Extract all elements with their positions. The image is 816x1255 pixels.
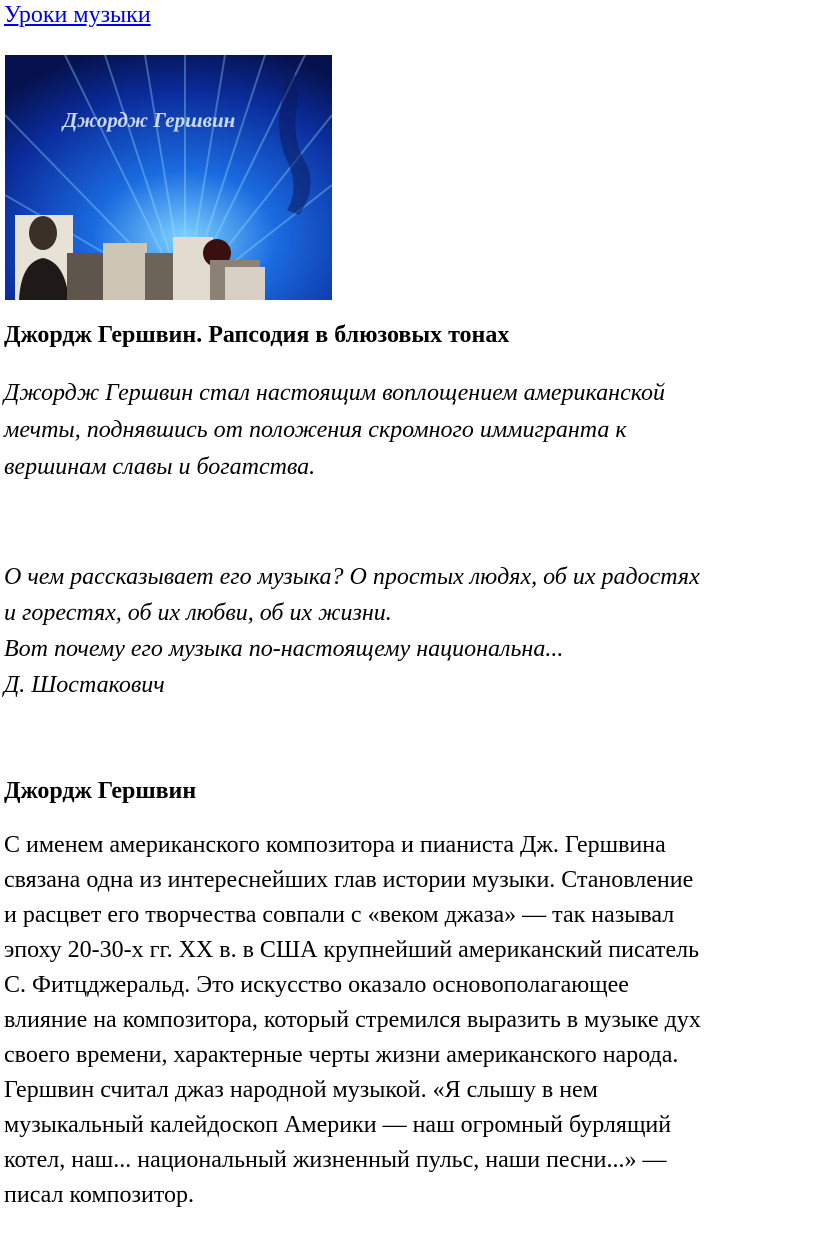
gershwin-banner-image [5, 55, 332, 300]
banner-caption: Джордж Гершвин [63, 108, 236, 132]
body-line: Гершвин считал джаз народной музыкой. «Я слышу в нем [4, 1077, 598, 1103]
epigraph-author: Д. Шостакович [4, 672, 165, 698]
body-line: связана одна из интереснейших глав истории музыки. Становление [4, 867, 694, 893]
epigraph-line: О чем рассказывает его музыка? О простых людях, об их радостях [4, 564, 700, 590]
body-line: и расцвет его творчества совпали с «веком джаза» — так называл [4, 902, 675, 928]
epigraph [4, 559, 816, 703]
body-line: эпоху 20-30-х гг. XX в. в США крупнейший американский писатель [4, 937, 700, 963]
body-line: писал композитор. [4, 1182, 194, 1208]
body-line: С именем американского композитора и пианиста Дж. Гершвина [4, 832, 666, 858]
body-line: С. Фитцджеральд. Это искусство оказало основополагающее [4, 972, 629, 998]
body-line: котел, наш... национальный жизненный пульс, наши песни...» — [4, 1147, 667, 1173]
intro-paragraph [4, 375, 804, 486]
intro-line: Джордж Гершвин стал настоящим воплощением американской [4, 380, 666, 406]
body-line: музыкальный калейдоскоп Америки — наш огромный бурлящий [4, 1112, 672, 1138]
body-line: своего времени, характерные черты жизни американского народа. [4, 1042, 679, 1068]
section-title: Джордж Гершвин [4, 778, 197, 804]
intro-line: вершинам славы и богатства. [4, 454, 316, 480]
body-paragraph [4, 828, 814, 1213]
article-title: Джордж Гершвин. Рапсодия в блюзовых тонах [4, 322, 510, 348]
body-line: влияние на композитора, который стремился выразить в музыке дух [4, 1007, 701, 1033]
epigraph-line: Вот почему его музыка по-настоящему национальна... [4, 636, 564, 662]
music-lessons-link[interactable]: Уроки музыки [4, 2, 151, 28]
intro-line: мечты, поднявшись от положения скромного иммигранта к [4, 417, 627, 443]
epigraph-line: и горестях, об их любви, об их жизни. [4, 600, 392, 626]
